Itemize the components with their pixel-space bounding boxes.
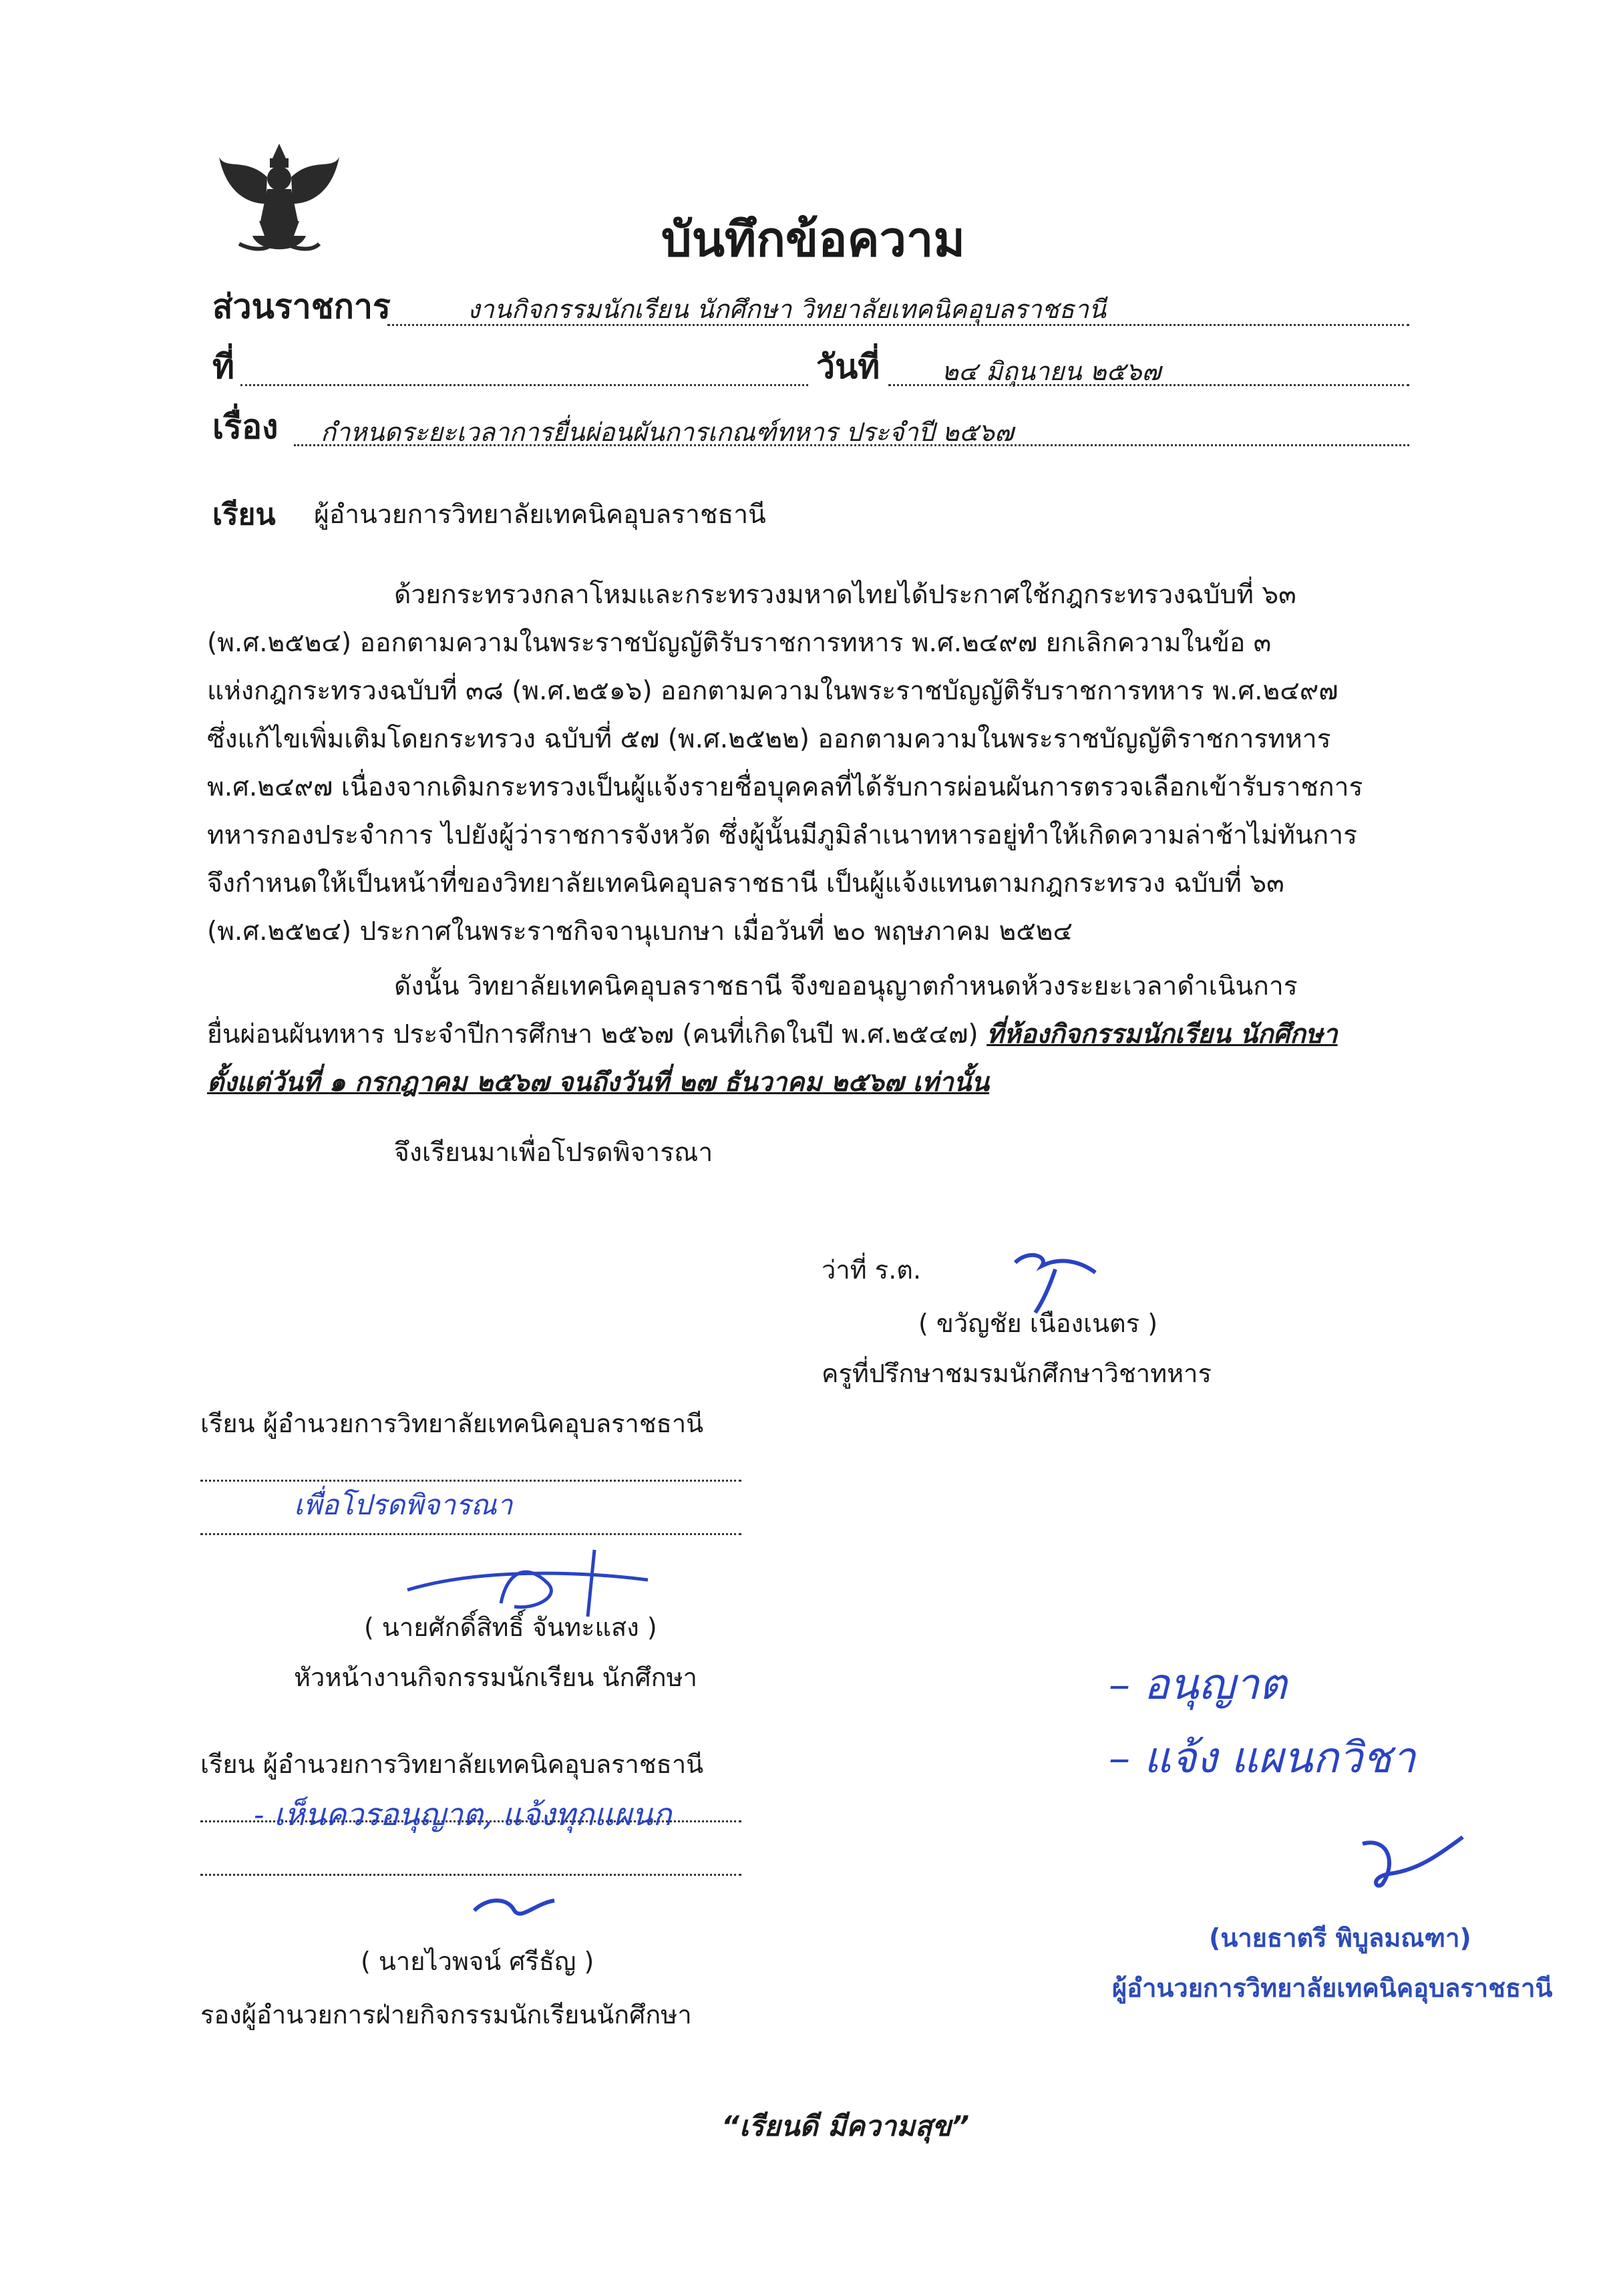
salutation-label: เรียน xyxy=(212,498,276,532)
subject-value: กำหนดระยะเวลาการยื่นผ่อนผันการเกณฑ์ทหาร ประจำปี ๒๕๖๗ xyxy=(321,418,1014,447)
emphasis-location: ที่ห้องกิจกรรมนักเรียน นักศึกษา xyxy=(987,1019,1338,1049)
signer-1-name: ( ขวัญชัย เนืองเนตร ) xyxy=(918,1309,1158,1338)
garuda-emblem-icon xyxy=(212,130,346,264)
emphasis-period: ตั้งแต่วันที่ ๑ กรกฎาคม ๒๕๖๗ จนถึงวันที่ ๒๗ ธันวาคม ๒๕๖๗ เท่านั้น xyxy=(207,1068,989,1098)
signer-1-position: ครูที่ปรึกษาชมรมนักศึกษาวิชาทหาร xyxy=(822,1359,1212,1388)
body-line-3: แห่งกฎกระทรวงฉบับที่ ๓๘ (พ.ศ.๒๕๑๖) ออกตามความในพระราชบัญญัติรับราชการทหาร พ.ศ.๒๔๙๗ xyxy=(207,676,1338,706)
endorse-1-dotline-1 xyxy=(200,1453,741,1482)
endorse-2-to: เรียน ผู้อำนวยการวิทยาลัยเทคนิคอุบลราชธานี xyxy=(200,1750,704,1779)
ref-label: ที่ xyxy=(212,347,234,386)
endorse-2-position: รองผู้อำนวยการฝ่ายกิจกรรมนักเรียนนักศึกษา xyxy=(200,2000,692,2029)
body-line-2: (พ.ศ.๒๕๒๔) ออกตามความในพระราชบัญญัติรับราชการทหาร พ.ศ.๒๔๙๗ ยกเลิกความในข้อ ๓ xyxy=(207,628,1272,658)
body-line-10 xyxy=(207,1011,1338,1059)
document-title: บันทึกข้อความ xyxy=(661,211,965,267)
director-position: ผู้อำนวยการวิทยาลัยเทคนิคอุบลราชธานี xyxy=(1112,1973,1553,2003)
director-note-2: – แจ้ง แผนกวิชา xyxy=(1109,1734,1416,1783)
date-label: วันที่ xyxy=(816,347,880,386)
ref-dotline xyxy=(240,354,808,386)
body-line-9: ดังนั้น วิทยาลัยเทคนิคอุบลราชธานี จึงขออนุญาตกำหนดห้วงระยะเวลาดำเนินการ xyxy=(394,971,1298,1001)
endorse-1-name: ( นายศักดิ์สิทธิ์ จันทะแสง ) xyxy=(364,1613,657,1642)
agency-value: งานกิจกรรมนักเรียน นักศึกษา วิทยาลัยเทคนิคอุบลราชธานี xyxy=(468,295,1106,324)
body-line-1: ด้วยกระทรวงกลาโหมและกระทรวงมหาดไทยได้ประกาศใช้กฎกระทรวงฉบับที่ ๖๓ xyxy=(394,580,1296,610)
body-line-5: พ.ศ.๒๔๙๗ เนื่องจากเดิมกระทรวงเป็นผู้แจ้งรายชื่อบุคคลที่ได้รับการผ่อนผันการตรวจเลือกเข้ารับราชการ xyxy=(207,772,1363,802)
date-value: ๒๔ มิถุนายน ๒๕๖๗ xyxy=(942,357,1161,386)
director-signature xyxy=(1349,1824,1469,1904)
endorse-2-signature xyxy=(468,1884,561,1931)
body-line-4: ซึ่งแก้ไขเพิ่มเติมโดยกระทรวง ฉบับที่ ๕๗ (พ.ศ.๒๕๒๒) ออกตามความในพระราชบัญญัติราชการทหาร xyxy=(207,724,1331,754)
endorse-2-note: - เห็นควรอนุญาต, แจ้งทุกแผนก xyxy=(254,1796,672,1832)
endorse-2-name: ( นายไวพจน์ ศรีธัญ ) xyxy=(361,1947,594,1976)
salutation-value: ผู้อำนวยการวิทยาลัยเทคนิคอุบลราชธานี xyxy=(314,500,766,530)
endorse-2-dotline-2 xyxy=(200,1847,741,1876)
body-line-8: (พ.ศ.๒๕๒๔) ประกาศในพระราชกิจจานุเบกษา เมื่อวันที่ ๒๐ พฤษภาคม ๒๕๒๔ xyxy=(207,917,1073,947)
endorse-1-to: เรียน ผู้อำนวยการวิทยาลัยเทคนิคอุบลราชธานี xyxy=(200,1409,704,1438)
director-note-1: – อนุญาต xyxy=(1109,1660,1287,1709)
body-line-7: จึงกำหนดให้เป็นหน้าที่ของวิทยาลัยเทคนิคอุบลราชธานี เป็นผู้แจ้งแทนตามกฎกระทรวง ฉบับที่ ๖๓ xyxy=(207,868,1284,898)
director-name: (นายธาตรี พิบูลมณฑา) xyxy=(1209,1923,1471,1953)
body-line-6: ทหารกองประจำการ ไปยังผู้ว่าราชการจังหวัด ซึ่งผู้นั้นมีภูมิลำเนาทหารอยู่ทำให้เกิดความล่าช้าไม่ทันการ xyxy=(207,820,1358,850)
signer-1-prefix: ว่าที่ ร.ต. xyxy=(822,1255,922,1285)
endorse-1-position: หัวหน้างานกิจกรรมนักเรียน นักศึกษา xyxy=(294,1663,697,1692)
endorse-1-dotline-2 xyxy=(200,1506,741,1535)
closing-line: จึงเรียนมาเพื่อโปรดพิจารณา xyxy=(394,1138,713,1168)
agency-label: ส่วนราชการ xyxy=(212,287,391,326)
motto: “เรียนดี มีความสุข” xyxy=(721,2110,970,2142)
body-line-10-text: ยื่นผ่อนผันทหาร ประจำปีการศึกษา ๒๕๖๗ (คนที่เกิดในปี พ.ศ.๒๕๔๗) xyxy=(207,1019,978,1049)
endorse-1-note: เพื่อโปรดพิจารณา xyxy=(294,1488,513,1521)
subject-label: เรื่อง xyxy=(212,407,279,446)
